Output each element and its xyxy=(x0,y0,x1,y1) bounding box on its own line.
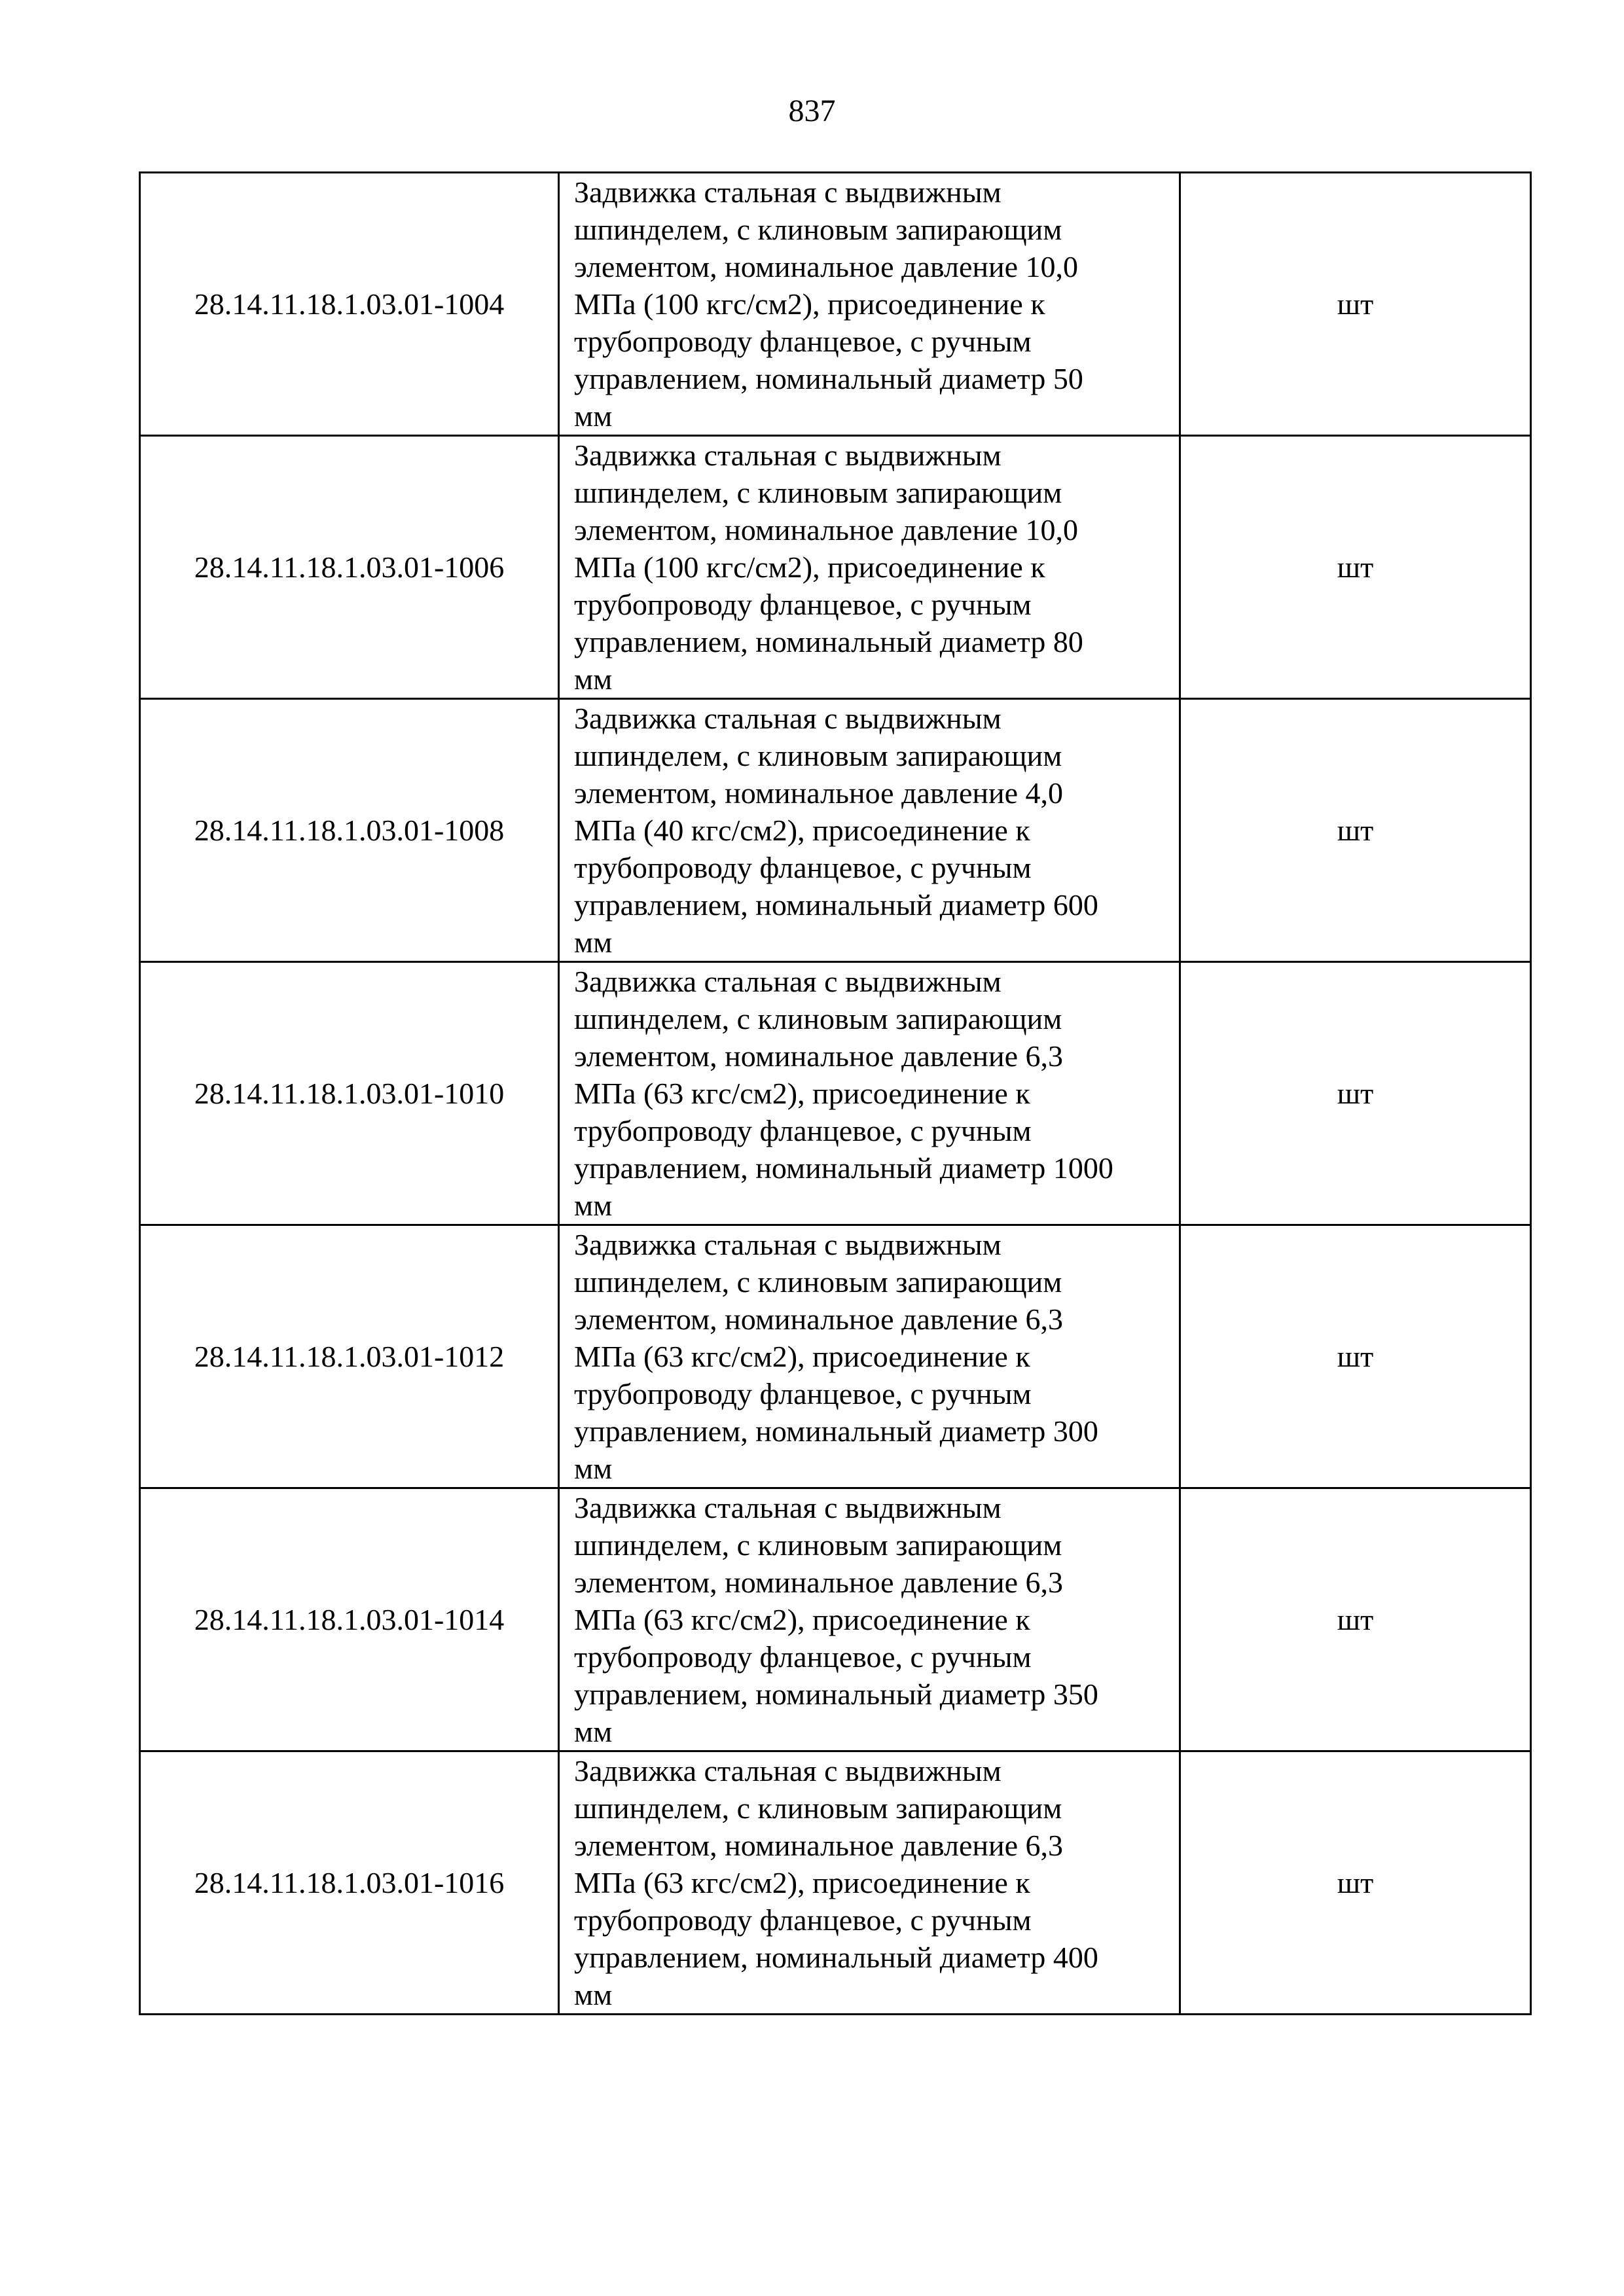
resource-description-text: Задвижка стальная с выдвижным шпинделем, с клиновым запирающим элементом, номинальное давление 10,0 МПа (100 кгс/см2), присоединение к трубопроводу фланцевое, с ручным управлением, номинальный диаметр 50 мм xyxy=(574,175,1083,433)
resource-description xyxy=(559,1751,1180,2015)
resource-description-text: Задвижка стальная с выдвижным шпинделем, с клиновым запирающим элементом, номинальное давление 6,3 МПа (63 кгс/см2), присоединение к трубопроводу фланцевое, с ручным управлением, номинальный диаметр 300 мм xyxy=(574,1228,1098,1485)
resource-unit: шт xyxy=(1180,962,1531,1225)
resource-unit: шт xyxy=(1180,699,1531,962)
page-number: 837 xyxy=(788,94,836,128)
resource-unit: шт xyxy=(1180,1751,1531,2015)
resource-description xyxy=(559,1488,1180,1751)
resource-unit: шт xyxy=(1180,1225,1531,1488)
table-row xyxy=(140,436,1531,699)
resource-code: 28.14.11.18.1.03.01-1014 xyxy=(140,1488,559,1751)
table-row xyxy=(140,1751,1531,2015)
resource-unit: шт xyxy=(1180,1488,1531,1751)
resource-description-text: Задвижка стальная с выдвижным шпинделем, с клиновым запирающим элементом, номинальное давление 6,3 МПа (63 кгс/см2), присоединение к трубопроводу фланцевое, с ручным управлением, номинальный диаметр 350 мм xyxy=(574,1491,1098,1748)
resource-unit: шт xyxy=(1180,436,1531,699)
table-row xyxy=(140,1488,1531,1751)
resource-description-text: Задвижка стальная с выдвижным шпинделем, с клиновым запирающим элементом, номинальное давление 6,3 МПа (63 кгс/см2), присоединение к трубопроводу фланцевое, с ручным управлением, номинальный диаметр 400 мм xyxy=(574,1754,1098,2011)
resource-code: 28.14.11.18.1.03.01-1012 xyxy=(140,1225,559,1488)
resource-description-text: Задвижка стальная с выдвижным шпинделем, с клиновым запирающим элементом, номинальное давление 4,0 МПа (40 кгс/см2), присоединение к трубопроводу фланцевое, с ручным управлением, номинальный диаметр 600 мм xyxy=(574,702,1098,959)
resource-description xyxy=(559,699,1180,962)
resource-description xyxy=(559,962,1180,1225)
table-row xyxy=(140,1225,1531,1488)
resource-code: 28.14.11.18.1.03.01-1006 xyxy=(140,436,559,699)
resource-table xyxy=(139,171,1532,2015)
table-row xyxy=(140,962,1531,1225)
resource-code: 28.14.11.18.1.03.01-1010 xyxy=(140,962,559,1225)
table-row xyxy=(140,699,1531,962)
resource-description xyxy=(559,436,1180,699)
resource-code: 28.14.11.18.1.03.01-1004 xyxy=(140,173,559,436)
resource-description xyxy=(559,173,1180,436)
resource-description-text: Задвижка стальная с выдвижным шпинделем, с клиновым запирающим элементом, номинальное давление 10,0 МПа (100 кгс/см2), присоединение к трубопроводу фланцевое, с ручным управлением, номинальный диаметр 80 мм xyxy=(574,439,1083,696)
resource-description xyxy=(559,1225,1180,1488)
resource-description-text: Задвижка стальная с выдвижным шпинделем, с клиновым запирающим элементом, номинальное давление 6,3 МПа (63 кгс/см2), присоединение к трубопроводу фланцевое, с ручным управлением, номинальный диаметр 1000 мм xyxy=(574,965,1113,1222)
table-row xyxy=(140,173,1531,436)
resource-code: 28.14.11.18.1.03.01-1008 xyxy=(140,699,559,962)
resource-code: 28.14.11.18.1.03.01-1016 xyxy=(140,1751,559,2015)
resource-unit: шт xyxy=(1180,173,1531,436)
